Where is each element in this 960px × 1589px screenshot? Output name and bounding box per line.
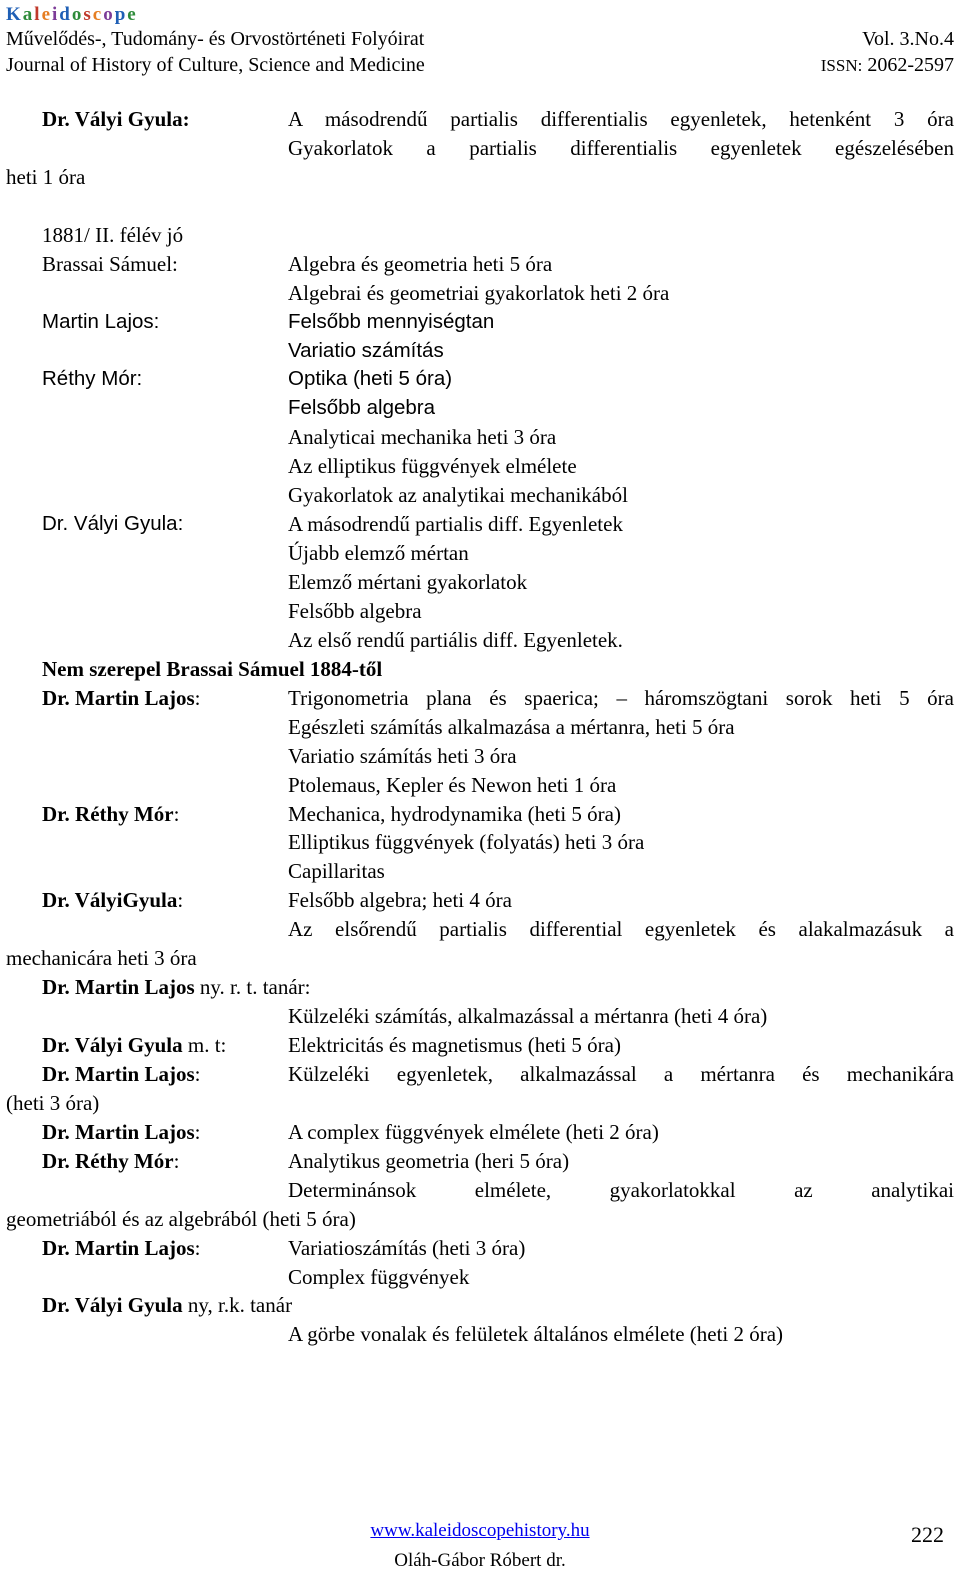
page-header [6, 4, 954, 78]
issn-number: 2062-2597 [867, 54, 954, 76]
course-text: Gyakorlatok az analytikai mechanikából [288, 483, 628, 508]
volume-number: Vol. 3.No.4 [862, 28, 954, 50]
lecturer-name: Dr. Vályi Gyula ny, r.k. tanár [42, 1293, 293, 1318]
journal-name-letter: a [22, 4, 35, 25]
course-text: Trigonometria plana és spaerica; – háromszögtani sorok heti 5 óra [288, 685, 954, 710]
header-line-2 [6, 52, 954, 78]
page-number: 222 [911, 1522, 944, 1547]
text-line [6, 742, 954, 771]
text-line [6, 1060, 954, 1089]
lecturer-name: Dr. Réthy Mór: [42, 1148, 180, 1173]
text-line [6, 597, 954, 626]
text-line [6, 828, 954, 857]
course-text: Gyakorlatok a partialis differentialis egyenletek egészelésében [288, 135, 954, 160]
course-text: Az elsőrendű partialis differential egyenletek és alakalmazásuk a [288, 917, 954, 942]
text-line [6, 481, 954, 510]
lecturer-name: Réthy Mór: [42, 367, 143, 391]
text-line [6, 973, 954, 1002]
journal-name-letter: i [52, 4, 60, 25]
course-text: A másodrendű partialis diff. Egyenletek [288, 512, 623, 537]
course-text: Külzeléki számítás, alkalmazással a mértanra (heti 4 óra) [288, 1004, 768, 1029]
lecturer-name: Dr. Vályi Gyula: [42, 107, 190, 131]
lecturer-name: Dr. Réthy Mór: [42, 801, 180, 826]
lecturer-name: Dr. Martin Lajos: [42, 1235, 201, 1260]
course-text: mechanicára heti 3 óra [6, 946, 197, 971]
text-line [6, 857, 954, 886]
course-text: Az elliptikus függvények elmélete [288, 454, 577, 479]
course-text: Egészleti számítás alkalmazása a mértanra, heti 5 óra [288, 714, 735, 739]
text-line [6, 337, 954, 366]
issn-label: ISSN: [820, 56, 863, 75]
course-text: Ptolemaus, Kepler és Newon heti 1 óra [288, 772, 617, 797]
blank-line [6, 192, 954, 221]
text-line [6, 626, 954, 655]
course-text: Újabb elemző mértan [288, 541, 469, 566]
lecturer-name: Martin Lajos: [42, 309, 160, 333]
lecturer-name: Brassai Sámuel: [42, 251, 178, 276]
course-text: Variatio számítás [288, 338, 444, 362]
text-line [6, 771, 954, 800]
text-line [6, 423, 954, 452]
course-text: Optika (heti 5 óra) [288, 367, 453, 391]
course-text: (heti 3 óra) [6, 1090, 100, 1115]
author-name: Oláh-Gábor Róbert dr. [394, 1550, 566, 1571]
text-line [6, 1089, 954, 1118]
journal-name-letter: s [83, 4, 93, 25]
course-text: A complex függvények elmélete (heti 2 óra) [288, 1119, 659, 1144]
course-text: Mechanica, hydrodynamika (heti 5 óra) [288, 801, 621, 826]
text-line [6, 365, 954, 394]
text-line [6, 308, 954, 337]
course-text: Variatio számítás heti 3 óra [288, 743, 517, 768]
text-line [6, 800, 954, 829]
journal-name-letter: p [114, 4, 128, 25]
journal-name-letter: d [59, 4, 72, 25]
lecturer-name: Dr. Vályi Gyula: [42, 512, 184, 536]
lecturer-name: Dr. Martin Lajos: [42, 685, 201, 710]
text-line [6, 1205, 954, 1234]
course-text: Felsőbb algebra; heti 4 óra [288, 888, 512, 913]
course-text: Az első rendű partiális diff. Egyenletek. [288, 627, 623, 652]
text-line [6, 1263, 954, 1292]
text-line [6, 568, 954, 597]
text-line [6, 539, 954, 568]
course-text: Elektricitás és magnetismus (heti 5 óra) [288, 1033, 621, 1057]
text-line [6, 1234, 954, 1263]
lecturer-name: Dr. Martin Lajos ny. r. t. tanár: [42, 975, 311, 1000]
text-line [6, 394, 954, 423]
course-text: A másodrendű partialis differentialis egyenletek, hetenként 3 óra [288, 107, 954, 131]
course-text: Algebrai és geometriai gyakorlatok heti 2 óra [288, 280, 670, 305]
course-text: Analytikus geometria (heri 5 óra) [288, 1148, 570, 1173]
course-text: Analyticai mechanika heti 3 óra [288, 425, 557, 450]
text-line [6, 1031, 954, 1060]
text-line [6, 886, 954, 915]
journal-name-letter: e [41, 4, 52, 25]
course-text: Elliptikus függvények (folyatás) heti 3 óra [288, 830, 645, 855]
course-text: Külzeléki egyenletek, alkalmazással a mértanra és mechanikára [288, 1061, 954, 1086]
journal-subtitle-hu: Művelődés-, Tudomány- és Orvostörténeti Folyóirat [6, 28, 425, 50]
lecturer-name: Dr. Martin Lajos: [42, 1119, 201, 1144]
journal-name-letter: l [34, 4, 42, 25]
course-text: Elemző mértani gyakorlatok [288, 570, 528, 594]
text-line [6, 1176, 954, 1205]
journal-subtitle-en: Journal of History of Culture, Science and Medicine [6, 54, 425, 76]
text-line [6, 1320, 954, 1349]
section-heading: Nem szerepel Brassai Sámuel 1884-től [42, 656, 383, 681]
text-line [6, 713, 954, 742]
journal-name-letter: o [103, 4, 115, 25]
text-line [6, 944, 954, 973]
course-text: Felsőbb algebra [288, 396, 436, 420]
lecturer-name: Dr. Vályi Gyula m. t: [42, 1033, 227, 1057]
text-line [6, 1002, 954, 1031]
course-text: Capillaritas [288, 859, 385, 884]
text-line [6, 684, 954, 713]
course-text: A görbe vonalak és felületek általános elmélete (heti 2 óra) [288, 1322, 784, 1347]
text-line [6, 279, 954, 308]
text-line [6, 134, 954, 163]
journal-name-letter: o [71, 4, 84, 25]
semester-label: 1881/ II. félév jó [42, 222, 184, 247]
text-line [6, 1118, 954, 1147]
journal-name-letter: K [6, 4, 23, 25]
course-text: heti 1 óra [6, 164, 86, 189]
text-line [6, 105, 954, 134]
text-line [6, 1291, 954, 1320]
text-line [6, 915, 954, 944]
course-text: Felsőbb mennyiségtan [288, 309, 495, 333]
text-line [6, 452, 954, 481]
text-line [6, 1147, 954, 1176]
course-text: Algebra és geometria heti 5 óra [288, 251, 553, 276]
text-line [6, 655, 954, 684]
course-text: Determinánsok elmélete, gyakorlatokkal az analytikai [288, 1177, 954, 1202]
course-text: Complex függvények [288, 1264, 470, 1289]
journal-name [6, 4, 954, 26]
issn [821, 52, 954, 78]
journal-name-letter: e [127, 4, 138, 25]
course-text: Variatioszámítás (heti 3 óra) [288, 1235, 526, 1260]
text-line [6, 250, 954, 279]
lecturer-name: Dr. Martin Lajos: [42, 1061, 201, 1086]
document-body [6, 105, 954, 1349]
text-line [6, 163, 954, 192]
text-line [6, 221, 954, 250]
lecturer-name: Dr. VályiGyula: [42, 888, 184, 913]
journal-name-letter: c [92, 4, 104, 25]
text-line [6, 510, 954, 539]
website-link[interactable]: www.kaleidoscopehistory.hu [370, 1520, 590, 1541]
course-text: Felsőbb algebra [288, 598, 422, 623]
course-text: geometriából és az algebrából (heti 5 óra) [6, 1206, 356, 1231]
header-line-1 [6, 26, 954, 52]
